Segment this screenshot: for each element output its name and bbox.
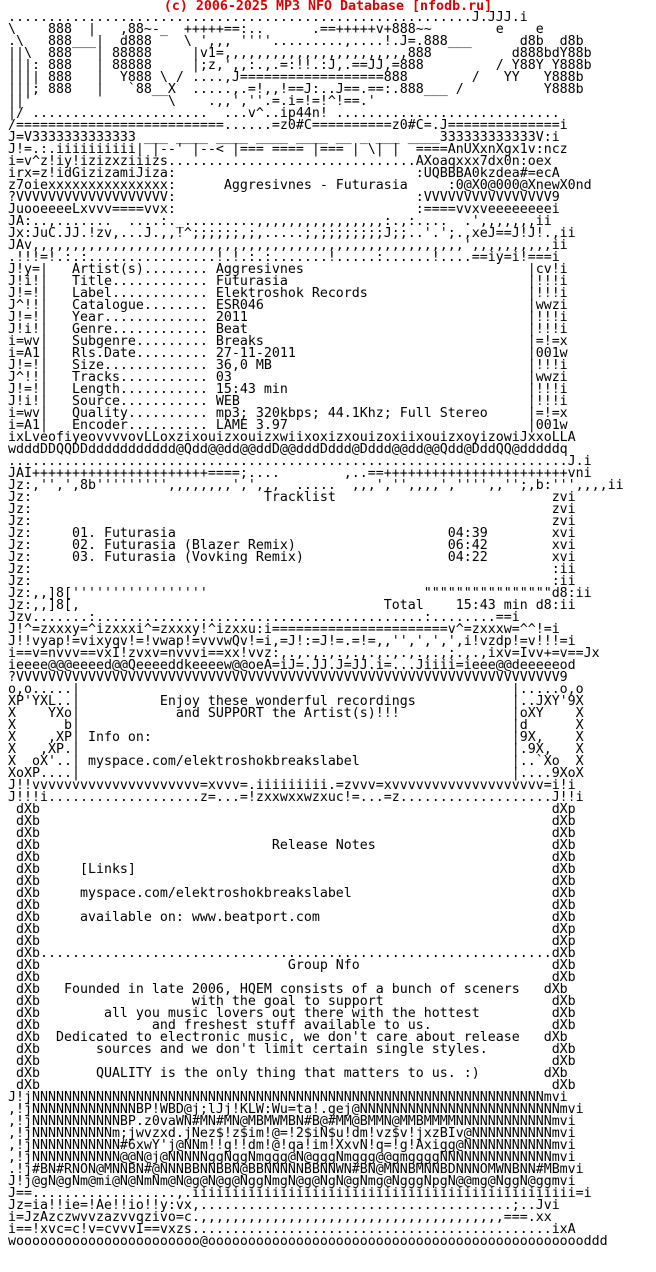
ascii-art-line: |||; 888 | `88__X .....,.=!,,!==J:..J==.==:.888___ / Y888b — [8, 82, 584, 97]
ascii-art-line: dXb dXb — [8, 850, 576, 865]
tracklist-total: Jz:,,]8[, Total 15:43 min d8:ii — [8, 598, 576, 613]
ascii-art-line: J!!vyap!=vixyqv!=!vwap!=vvvwQv!=i,=J!:=J!=.=!=,,'',',',',i!vzdp!=v!!!=i — [8, 634, 576, 649]
release-info-line: i=A1| Rls.Date......... 27-11-2011 |001w — [8, 346, 568, 361]
ascii-art-line: |||| 888 | Y888 \ / ....,J==================888 / YY Y888b — [8, 70, 584, 85]
ascii-art-line: J==..................,.iiiiiiiiiiiiiiiiiiiiiiiiiiiiiiiiiiiiiiiiiiiiiiii=i — [8, 1186, 592, 1201]
ascii-art-line: i=v^z!iy!izizxziiizs...............................AXoaqxxx7dx0n:oex — [8, 154, 552, 169]
release-info-line: J!=!| Length........... 15:43 min |!!!i — [8, 382, 568, 397]
ascii-art-line: J!jNNNNNNNNNNNNNNNNNNNNNNNNNNNNNNNNNNNNNNNNNNNNNNNNNNNNNNNNNNNNNNNNmvi — [8, 1090, 568, 1105]
ascii-art-line: dXb with the goal to support dXb — [8, 994, 576, 1009]
ascii-art-line: dXb all you music lovers out there with the hottest dXb — [8, 1006, 576, 1021]
ascii-art-line: ||' \ .,,',''.=.i=!=!^!==.' — [8, 94, 376, 109]
ascii-art-line: Jz:,,]8[''''''''''''''''' """"""""""""""""d8:ii — [8, 586, 592, 601]
ascii-art-line: wdddDDQQDDddddddddddd@Qdd@@dd@@ddD@@dddDddd@Dddd@@dd@@Qdd@DddQQ@dddddq — [8, 442, 568, 457]
ascii-art-line: dXb and freshest stuff available to us. dXb — [8, 1018, 576, 1033]
ascii-art-line: dXb dXp — [8, 922, 576, 937]
ascii-art-line: dXb dXb — [8, 874, 576, 889]
ascii-art-line: .!!!=!.:.:................!.!.:.:.......!.....:......!....==iy=i!===i — [8, 250, 560, 265]
ascii-art-line: |/ ...................... ...v^..ip44n! ............................ — [8, 106, 560, 121]
release-banner-line: z7oiexxxxxxxxxxxxxxx: Aggresivnes - Futurasia :0@X0@000@XnewX0nd — [8, 178, 592, 193]
ascii-art-line: i==v=nvvv==vxI!zvxv=nvvvi==xx!vvz:,.,.,.,.,.,.,.,.,.,.,;.,.,ixv=Ivv+=v==Jx — [8, 646, 600, 661]
ascii-art-line: ieeee@@@eeeed@@Qeeeeddkeeeew@@oeA=iJ=.JJ.J=JJ.i=...Jiiii=ieee@@deeeeeod — [8, 658, 576, 673]
site-copyright-header: (c) 2006-2025 MP3 NFO Database [nfodb.ru] — [163, 0, 493, 14]
ascii-art-line: irx=z!idGizizamiJiza: :UQBBBA0kzdea#=ecA — [8, 166, 560, 181]
track-row: Jz: 02. Futurasia (Blazer Remix) 06:42 xvi — [8, 538, 576, 553]
ascii-art-line: J=V3333333333333 ___ ____ ____ ____ ____ __ _ ___ ____333333333333V:i — [8, 130, 560, 145]
ascii-art-line: ,!jNNNNNNNNNNN@@N@j@NNNNNggNggNmggg@N@gggNmggg@@gmggggNNNNNNNNNNNNNNmvi — [8, 1150, 576, 1165]
link-line: dXb myspace.com/elektroshokbreakslabel dXb — [8, 886, 576, 901]
ascii-art-line: dXb dXb — [8, 814, 576, 829]
ascii-art-line: dXb dXb — [8, 970, 576, 985]
ascii-art-line: Jzv.......:.........................................:........==i — [8, 610, 520, 625]
ascii-art-line: dXb dXb — [8, 1054, 576, 1069]
release-info-line: J!i!| Source........... WEB |!!!i — [8, 394, 568, 409]
release-info-line: J!=!| Size............. 36,0 MB |!!!i — [8, 358, 568, 373]
ascii-art-line: J!!vvvvvvvvvvvvvvvvvvvvv=xvvv=.iiiiiiiii.=zvvv=xvvvvvvvvvvvvvvvvvvv=i!i — [8, 778, 576, 793]
ascii-art-line: o,o.....| |.....o,o — [8, 682, 584, 697]
ascii-art-line: dXb Dedicated to electronic music, we don't care about release dXb — [8, 1030, 568, 1045]
ascii-art-line: dXb dXp — [8, 802, 576, 817]
ascii-art-line: ||\ 888 | 88888 |v1=,,,,,,,,,,,,,,,,,,,,,,,888 d888bdY88b — [8, 46, 592, 61]
track-row: Jz: 01. Futurasia 04:39 xvi — [8, 526, 576, 541]
ascii-art-line: dXb dXp — [8, 934, 576, 949]
ascii-art-line: JA:..,....... ....:._.........,,,,,,,,,,,,,,,,:.,:.... .',,,,,,,ii — [8, 214, 552, 229]
ascii-art-line: X ,XP.| |.9X, X — [8, 742, 584, 757]
release-info-line: J!i!| Genre............ Beat |!!!i — [8, 322, 568, 337]
ascii-art-line: J!=.:.iiiiiiiiii| |--' |--< |=== ==== |=== | \| | ====AnUXxnXgx1v:ncz — [8, 142, 568, 157]
ascii-art-line: JAI++++++++++++++++++++++====;.... ,..==+++++++++++++++++++++++vni — [8, 466, 592, 481]
link-line: dXb available on: www.beatport.com dXb — [8, 910, 576, 925]
release-info-line: X YXo| and SUPPORT the Artist(s)!!! |oXY X — [8, 706, 584, 721]
ascii-art-line: ,!jNNNNNNNNNNN#6xwY'j@NNm!!g!!dm!@!qa!im!XxvN!q=!g!Axigg@NNNNNNNNNNNmvi — [8, 1138, 576, 1153]
ascii-art-line: dXb dXb — [8, 898, 576, 913]
release-info-line: J!i!| Title............ Futurasia |!!!i — [8, 274, 568, 289]
ascii-art-line: \ 888 | ,88~-_ +++++==:.. .==+++++v+888~~ e e — [8, 22, 544, 37]
ascii-art-line: Jx:JuC.JJ.!zv,...J.,,!^;;;;;;,;,.....;,;;;;;;;;J;;..'.';.,xeJ==J!J!.,ii — [8, 226, 576, 241]
release-info-line: J!=!| Year............. 2011 |!!!i — [8, 310, 568, 325]
ascii-art-line: dXb Founded in late 2006, HQEM consists of a bunch of sceners dXb — [8, 982, 568, 997]
ascii-art-line: Jz:,'',',8b''''''''',,,,,,,,',',,, ..... ,,,','',,,,','''',,'';,b:''',,,,ii — [8, 478, 624, 493]
ascii-art-line: ..........................................................J.JJJ.i — [8, 10, 528, 25]
ascii-art-line: J!^=zxxxy=^izxxxi^=zxxxy!^izxxu:i======================v^=zxxxw=^^!=i — [8, 622, 560, 637]
ascii-art-line: Jz: zvi — [8, 502, 576, 517]
ascii-art-line: i=JzAzczwvvzazvvqzivo=c.,,,,,,,,,,,,,,,,,,,,,,,,,,,,,,,,,,,,,,===.xx — [8, 1210, 552, 1225]
release-notes-heading: dXb Release Notes dXb — [8, 838, 576, 853]
ascii-art-line: |||: 888 | 88888 |;z,',,:.,.=:!!.:J,.==JJ,=888 / Y88Y Y888b — [8, 58, 592, 73]
ascii-art-line: X ,XP| Info on: |9X, X — [8, 730, 584, 745]
link-line: X oX'..| myspace.com/elektroshokbreakslabel |..`Xo X — [8, 754, 584, 769]
ascii-art-line: ?VVVVVVVVVVVVVVVVVVVVVVVVVVVVVVVVVVVVVVVVVVVVVVVVVVVVVVVVVVVVVVVVVVVV9 — [8, 670, 568, 685]
ascii-art-line: Jz: zvi — [8, 514, 576, 529]
ascii-art-line: dXb sources and we don't limit certain single styles. dXb — [8, 1042, 576, 1057]
ascii-art-line: Jz: :ii — [8, 562, 576, 577]
ascii-art-line: .!j#BN#RNON@MNNBN#@NNNBBNNBBN@BBNNNNNBBNNWN#BN@MNNBMNNBDNNNOMWNBNN#MBmvi — [8, 1162, 584, 1177]
ascii-art-line: i==!xvc=c!v=cvvvI==vxzs.............................................ixA — [8, 1222, 576, 1237]
release-info-line: J^!!| Catalogue........ ESR046 |wwzi — [8, 298, 568, 313]
tracklist-heading: Jz: Tracklist zvi — [8, 490, 576, 505]
ascii-art-line: dXb dXb — [8, 1078, 576, 1093]
ascii-art-line: ,!jNNNNNNNNNNm;jwvzxd.jNez$!z$im!@=!2$iN$u!dm!vz$v!jxzBIv@NNNNNNNNNNmvi — [8, 1126, 576, 1141]
release-info-line: i=wv| Quality.......... mp3; 320kbps; 44.1Khz; Full Stereo |=!=x — [8, 406, 568, 421]
ascii-art-line: X b| |d X — [8, 718, 584, 733]
ascii-art-line: ixLveofiyeovvvvovLLoxzixouizxouizxwiixoxizxouizoxiixouizxoyizowiJxxoLLA — [8, 430, 576, 445]
ascii-art-line: J!!!i...................z=...=!zxxwxxwzxuc!=...=z...................J!!i — [8, 790, 584, 805]
ascii-art-line: JuooeeeeLxvvv====vvx: :====vvxveeeeeeeei — [8, 202, 560, 217]
ascii-art-line: Jz: :ii — [8, 574, 576, 589]
ascii-art-line: J!j@gN@gNm@mi@N@NmNm@N@g@N@g@NggNmgN@g@NgN@gNmg@NgggNpgN@@mg@NggN@ggmvi — [8, 1174, 576, 1189]
ascii-art-line: XoXP....| |....9XoX — [8, 766, 584, 781]
release-info-line: J!y=| Artist(s)........ Aggresivnes |cv!i — [8, 262, 568, 277]
ascii-art-line: wooooooooooooooooooooooo@oooooooooooooooooooooooooooooooooooooooooooooooddd — [8, 1234, 608, 1249]
ascii-art-line: dXb QUALITY is the only thing that matters to us. :) dXb — [8, 1066, 568, 1081]
release-info-line: J^!!| Tracks........... 03 |wwzi — [8, 370, 568, 385]
ascii-art-line: dXb [Links] dXb — [8, 862, 576, 877]
group-nfo-heading: dXb Group Nfo dXb — [8, 958, 576, 973]
ascii-art-line: ......................................................................J.i — [8, 454, 592, 469]
ascii-art-line: Jz=ia!!ie=!Ae!!io!!y:vx,.......................................;..Jvi — [8, 1198, 560, 1213]
ascii-art-line: XP'YXL..| Enjoy these wonderful recordings |..JXY'9X — [8, 694, 584, 709]
ascii-art-line: ?VVVVVVVVVVVVVVVVVVV: :VVVVVVVVVVVVVVVV9 — [8, 190, 560, 205]
ascii-art-line: JAv,,,,,,,,,,,,,,,,,,,,,,,,,,,,,,,,,,,,,,,,,,,,,,,,,,,,,,',,,,,,,,,,ii — [8, 238, 568, 253]
ascii-art-line: ,!jNNNNNNNNNNNNNBP!WBD@j;lJj!KLW:Wu=ta!.gej@NNNNNNNNNNNNNNNNNNNNNNNNNmvi — [8, 1102, 584, 1117]
ascii-art-line: .\ 888___| d888 \ ',,, ''''.........,....!.J=.888___ d8b d8b — [8, 34, 584, 49]
track-row: Jz: 03. Futurasia (Vovking Remix) 04:22 xvi — [8, 550, 576, 565]
release-info-line: J!=!| Label............ Elektroshok Records |!!!i — [8, 286, 568, 301]
release-info-line: i=wv| Subgenre......... Breaks |=!=x — [8, 334, 568, 349]
release-info-line: i=A1| Encoder.......... LAME 3.97 |001w — [8, 418, 568, 433]
nfo-document — [8, 12, 624, 1248]
ascii-art-line: /==========================......=z0#C==========z0#C=.J==============i — [8, 118, 568, 133]
ascii-art-line: ,!jNNNNNNNNNNNBP.z0vaWN#MN#MN@MBMWMBN#B@#MM@BMMN@MMBMMMMNNNNNNNNNNNNmvi — [8, 1114, 576, 1129]
ascii-art-line: dXb dXb — [8, 826, 576, 841]
ascii-art-line: dXb................................................................dXb — [8, 946, 576, 961]
